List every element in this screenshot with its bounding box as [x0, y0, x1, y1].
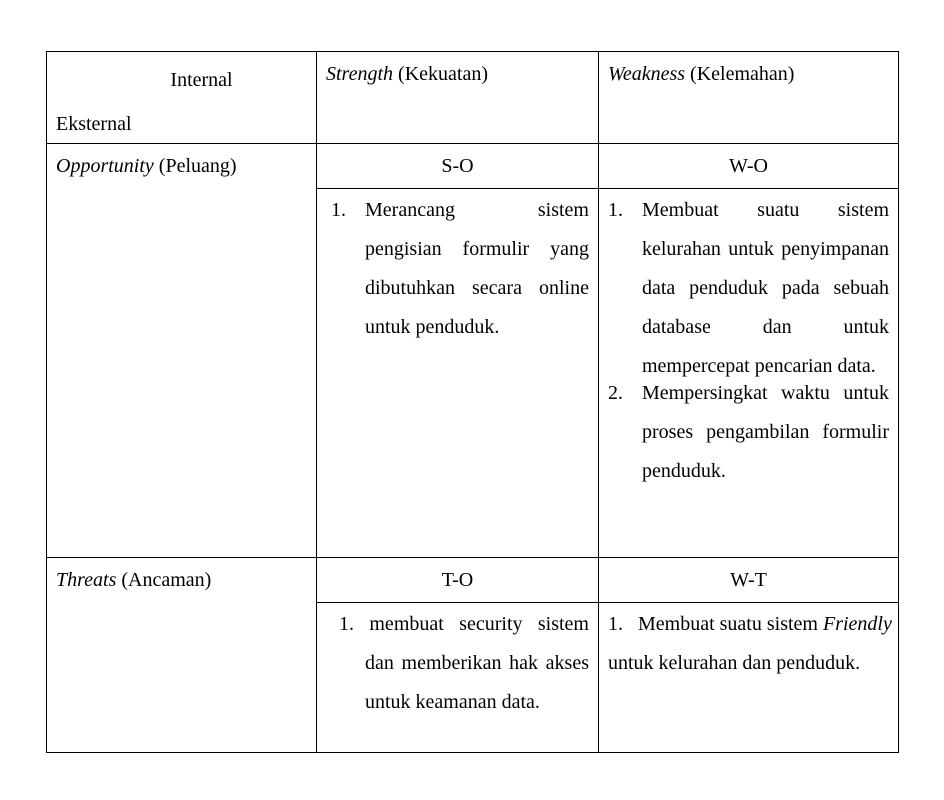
- threats-cell: [47, 558, 317, 753]
- header-row: [47, 52, 899, 144]
- threats-translation: (Ancaman): [116, 569, 212, 591]
- to-title: T-O: [441, 569, 474, 591]
- list-number: 1.: [331, 199, 346, 221]
- wo-title: W-O: [729, 155, 768, 177]
- opportunity-title-row: [47, 144, 899, 189]
- wt-text-end: untuk kelurahan dan penduduk.: [608, 652, 861, 674]
- opportunity-cell: [47, 144, 317, 558]
- so-title: S-O: [441, 155, 474, 177]
- strength-label: Strength: [326, 63, 394, 85]
- to-title-cell: [317, 558, 599, 603]
- wt-text: [608, 605, 892, 683]
- list-item: [331, 191, 589, 347]
- wo-content-cell: [599, 189, 899, 558]
- threats-label: Threats: [56, 569, 117, 591]
- so-list: [331, 191, 589, 347]
- to-text: 1. membuat security sistem dan memberikan hak akses untuk keamanan data.: [339, 613, 589, 713]
- threats-title-row: [47, 558, 899, 603]
- list-text: Membuat suatu sistem kelurahan untuk penyimpanan data penduduk pada sebuah database dan untuk mempercepat pencarian data.: [642, 199, 889, 377]
- weakness-header: [599, 52, 899, 144]
- swot-table: [46, 51, 899, 753]
- list-text: Merancang sistem pengisian formulir yang dibutuhkan secara online untuk penduduk.: [365, 199, 589, 338]
- opportunity-label: Opportunity: [56, 155, 154, 177]
- list-item: [608, 191, 889, 386]
- wt-friendly-term: Friendly: [822, 613, 892, 635]
- header-corner-cell: [47, 52, 317, 144]
- strength-translation: (Kekuatan): [393, 63, 488, 85]
- weakness-translation: (Kelemahan): [685, 63, 795, 85]
- list-number: 2.: [608, 382, 623, 404]
- opportunity-translation: (Peluang): [153, 155, 237, 177]
- list-number: 1.: [608, 199, 623, 221]
- strength-header: [317, 52, 599, 144]
- to-content-cell: [317, 603, 599, 753]
- wo-list: [608, 191, 889, 491]
- eksternal-label: Eksternal: [56, 113, 132, 135]
- so-content-cell: [317, 189, 599, 558]
- wo-title-cell: [599, 144, 899, 189]
- wt-title: W-T: [730, 569, 767, 591]
- so-title-cell: [317, 144, 599, 189]
- wt-title-cell: [599, 558, 899, 603]
- internal-label: Internal: [170, 69, 233, 91]
- weakness-label: Weakness: [608, 63, 686, 85]
- list-text: Mempersingkat waktu untuk proses pengambilan formulir penduduk.: [642, 382, 889, 482]
- wt-text-start: 1. Membuat suatu sistem: [608, 613, 823, 635]
- list-item: [608, 374, 889, 491]
- wt-content-cell: [599, 603, 899, 753]
